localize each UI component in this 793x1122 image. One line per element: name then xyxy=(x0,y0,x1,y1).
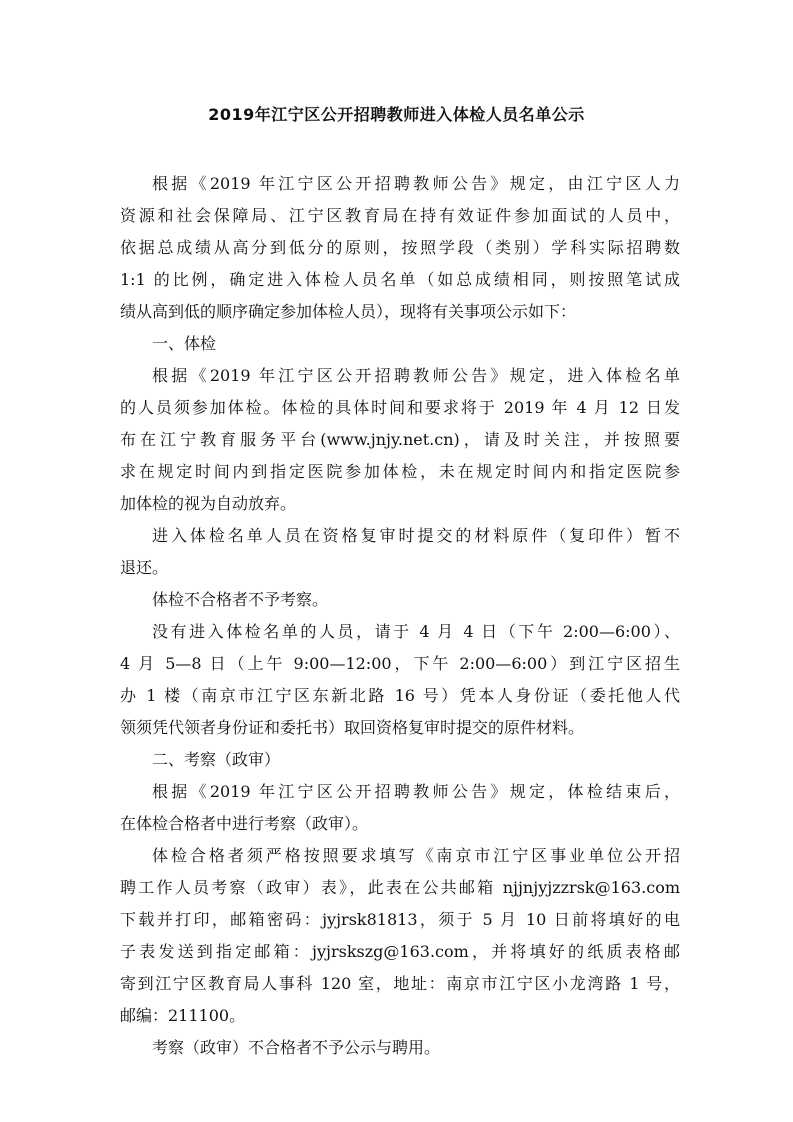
body-line: 下载并打印，邮箱密码：jyjrsk81813，须于 5 月 10 日前将填好的电 xyxy=(120,910,680,929)
body-line: 子表发送到指定邮箱：jyjrskszg@163.com，并将填好的纸质表格邮 xyxy=(120,942,680,961)
body-line: 体检不合格者不予考察。 xyxy=(152,590,329,609)
section-heading-investigation: 二、考察（政审） xyxy=(152,750,281,769)
body-line: 办 1 楼（南京市江宁区东新北路 16 号）凭本人身份证（委托他人代 xyxy=(120,686,680,705)
body-line: 在体检合格者中进行考察（政审）。 xyxy=(120,814,369,833)
document-title: 2019年江宁区公开招聘教师进入体检人员名单公示 xyxy=(208,105,585,124)
body-line: 求在规定时间内到指定医院参加体检，未在规定时间内和指定医院参 xyxy=(120,462,680,481)
body-line: 布在江宁教育服务平台(www.jnjy.net.cn)，请及时关注，并按照要 xyxy=(120,430,680,449)
section-heading-physical-exam: 一、体检 xyxy=(152,334,217,353)
body-line: 没有进入体检名单的人员，请于 4 月 4 日（下午 2:00—6:00）、 xyxy=(152,622,680,641)
body-line: 1:1 的比例，确定进入体检人员名单（如总成绩相同，则按照笔试成 xyxy=(120,270,680,289)
body-line: 聘工作人员考察（政审）表》，此表在公共邮箱 njjnjyjzzrsk@163.com xyxy=(120,878,680,897)
body-line: 依据总成绩从高分到低分的原则，按照学段（类别）学科实际招聘数 xyxy=(120,238,680,257)
body-line: 4 月 5—8 日（上午 9:00—12:00，下午 2:00—6:00）到江宁区招生 xyxy=(120,654,680,673)
body-line: 资源和社会保障局、江宁区教育局在持有效证件参加面试的人员中， xyxy=(120,206,680,225)
body-line: 绩从高到低的顺序确定参加体检人员），现将有关事项公示如下： xyxy=(120,302,577,321)
body-line: 退还。 xyxy=(120,558,169,577)
body-line: 的人员须参加体检。体检的具体时间和要求将于 2019 年 4 月 12 日发 xyxy=(120,398,680,417)
body-line: 寄到江宁区教育局人事科 120 室，地址：南京市江宁区小龙湾路 1 号， xyxy=(120,974,680,993)
body-line: 根据《2019 年江宁区公开招聘教师公告》规定，体检结束后， xyxy=(152,782,680,801)
body-line: 加体检的视为自动放弃。 xyxy=(120,494,297,513)
body-line: 考察（政审）不合格者不予公示与聘用。 xyxy=(152,1038,441,1057)
body-line: 领须凭代领者身份证和委托书）取回资格复审时提交的原件材料。 xyxy=(120,718,585,737)
body-line: 根据《2019 年江宁区公开招聘教师公告》规定，由江宁区人力 xyxy=(152,174,680,193)
body-line: 体检合格者须严格按照要求填写《南京市江宁区事业单位公开招 xyxy=(152,846,680,865)
body-line: 进入体检名单人员在资格复审时提交的材料原件（复印件）暂不 xyxy=(152,526,680,545)
body-line: 邮编：211100。 xyxy=(120,1006,246,1025)
body-line: 根据《2019 年江宁区公开招聘教师公告》规定，进入体检名单 xyxy=(152,366,680,385)
